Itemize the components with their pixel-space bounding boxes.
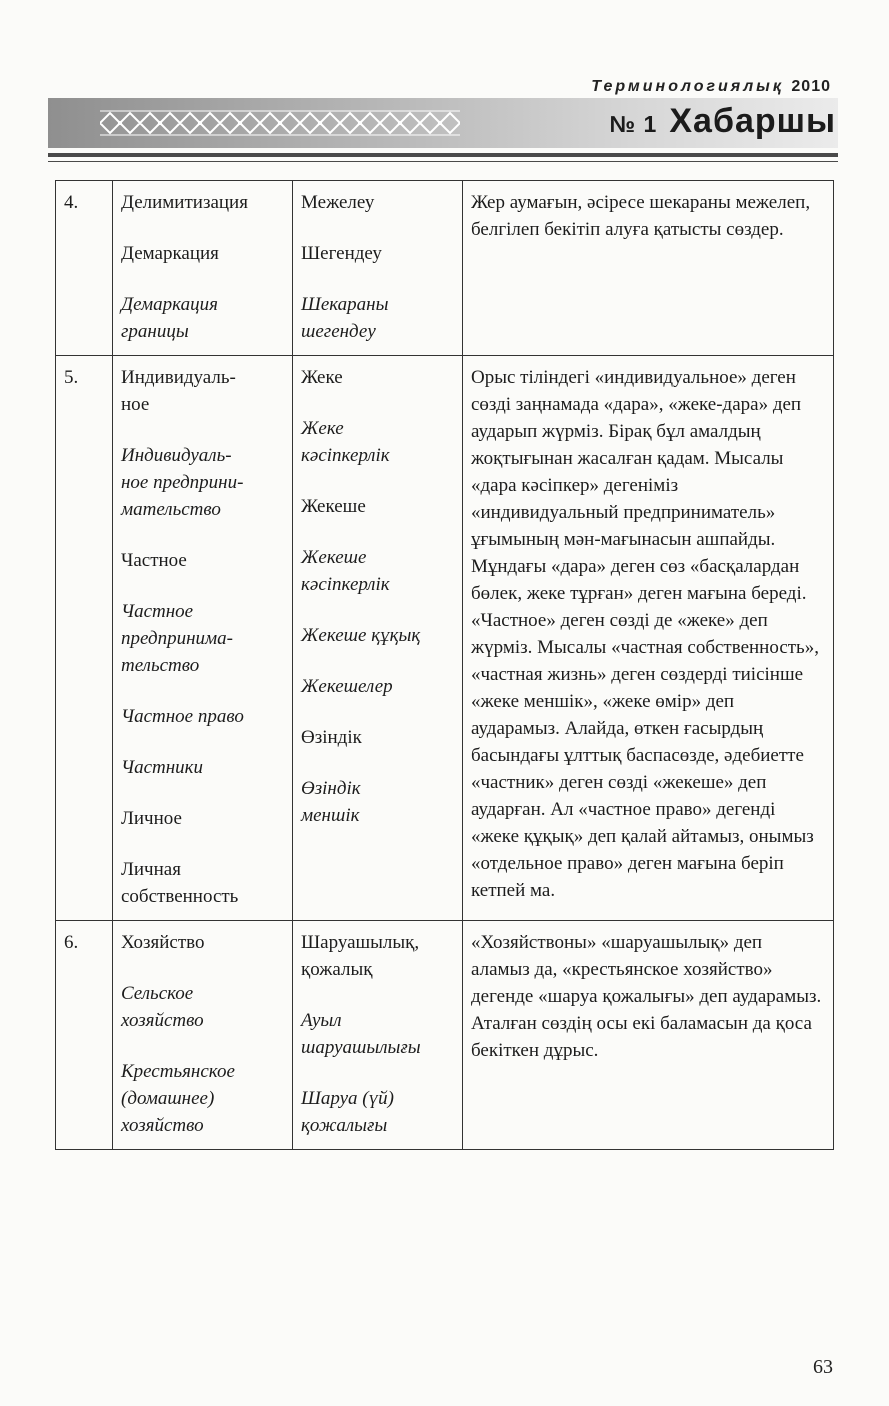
table-row — [56, 181, 834, 356]
row-number: 6. — [56, 921, 113, 1150]
issue-heading — [610, 102, 836, 141]
comment-text: Орыс тіліндегі «индивидуальное» деген сөзді заңнамада «дара», «жеке-дара» деп аударып жүрміз. Бірақ бұл амалдың жоқтығынан жасалған қадам. Мысалы «дара кәсіпкер» дегеніміз «индивидуальный предприниматель» ұғымының мән-мағынасын ашпайды. Мұндағы «дара» деген сөз «басқалардан бөлек, жеке тұрған» деген мағына береді. «Частное» деген сөзді де «жеке» деп жүрміз. Мысалы «частная собственность», «частная жизнь» деген сөздерді тиісінше «жеке меншік», «жеке өмір» деп аударамыз. Алайда, өткен ғасырдың басындағы ұлттық баспасөзде, әдебиетте «частник» деген сөзді «жекеше» деп аударған. Ал «частное право» дегенді «жеке құқық» деп қалай айтамыз, онымыз «отдельное право» деген мағына беріп кетпей ма. — [471, 367, 819, 901]
page-number: 63 — [813, 1356, 833, 1378]
kazakh-term: Шегендеу — [301, 243, 382, 264]
russian-terms-cell — [113, 181, 293, 356]
kazakh-term: Шаруашылық, қожалық — [301, 932, 420, 980]
russian-term: Личное — [121, 808, 182, 829]
kazakh-terms-cell — [293, 356, 463, 921]
russian-term: Крестьянское (домашнее) хозяйство — [121, 1061, 235, 1136]
kazakh-terms-cell — [293, 181, 463, 356]
kazakh-term: Межелеу — [301, 192, 375, 213]
russian-term: Частное предпринима- тельство — [121, 601, 233, 676]
table-row — [56, 921, 834, 1150]
kazakh-term: Жеке кәсіпкерлік — [301, 418, 390, 466]
header-band — [48, 98, 838, 148]
kazakh-term: Шекараны шегендеу — [301, 294, 389, 342]
header-rule — [48, 153, 838, 157]
russian-term: Индивидуаль- ное предприни- мательство — [121, 445, 244, 520]
russian-term: Частное — [121, 550, 187, 571]
kazakh-terms-cell — [293, 921, 463, 1150]
russian-term: Демаркация — [121, 243, 219, 264]
table-row — [56, 356, 834, 921]
russian-term: Частники — [121, 757, 204, 778]
comment-cell — [463, 356, 834, 921]
journal-year: 2010 — [791, 78, 831, 95]
russian-term: Личная собственность — [121, 859, 239, 907]
bulletin-title: Хабаршы — [669, 102, 836, 140]
header-rule-thin — [48, 161, 838, 162]
comment-text: Жер аумағын, әсіресе шекараны межелеп, белгілеп бекітіп алуға қатысты сөздер. — [471, 192, 811, 240]
journal-name — [591, 78, 831, 96]
kazakh-term: Шаруа (үй) қожалығы — [301, 1088, 394, 1136]
kazakh-term: Өзіндік меншік — [301, 778, 361, 826]
kazakh-term: Жекеше кәсіпкерлік — [301, 547, 390, 595]
comment-cell — [463, 181, 834, 356]
russian-term: Хозяйство — [121, 932, 205, 953]
russian-term: Сельское хозяйство — [121, 983, 204, 1031]
journal-title: Терминологиялық — [591, 78, 784, 95]
kazakh-term: Жекеше құқық — [301, 625, 421, 646]
ornament-icon — [100, 108, 460, 138]
issue-number: № 1 — [609, 111, 658, 137]
russian-terms-cell — [113, 356, 293, 921]
row-number: 4. — [56, 181, 113, 356]
terms-table-body — [56, 181, 834, 1150]
russian-terms-cell — [113, 921, 293, 1150]
russian-term: Частное право — [121, 706, 244, 727]
russian-term: Демаркация границы — [121, 294, 218, 342]
page-header — [0, 0, 889, 190]
kazakh-term: Ауыл шаруашылығы — [301, 1010, 421, 1058]
russian-term: Индивидуаль- ное — [121, 367, 236, 415]
terms-table — [55, 180, 834, 1150]
kazakh-term: Жеке — [301, 367, 343, 388]
kazakh-term: Жекеше — [301, 496, 366, 517]
comment-text: «Хозяйствоны» «шаруашылық» деп аламыз да, «крестьянское хозяйство» дегенде «шаруа қожалығы» деп аударамыз. Аталған сөздің осы екі баламасын да қоса бекіткен дұрыс. — [471, 932, 822, 1061]
kazakh-term: Жекешелер — [301, 676, 393, 697]
comment-cell — [463, 921, 834, 1150]
russian-term: Делимитизация — [121, 192, 248, 213]
row-number: 5. — [56, 356, 113, 921]
kazakh-term: Өзіндік — [301, 727, 362, 748]
